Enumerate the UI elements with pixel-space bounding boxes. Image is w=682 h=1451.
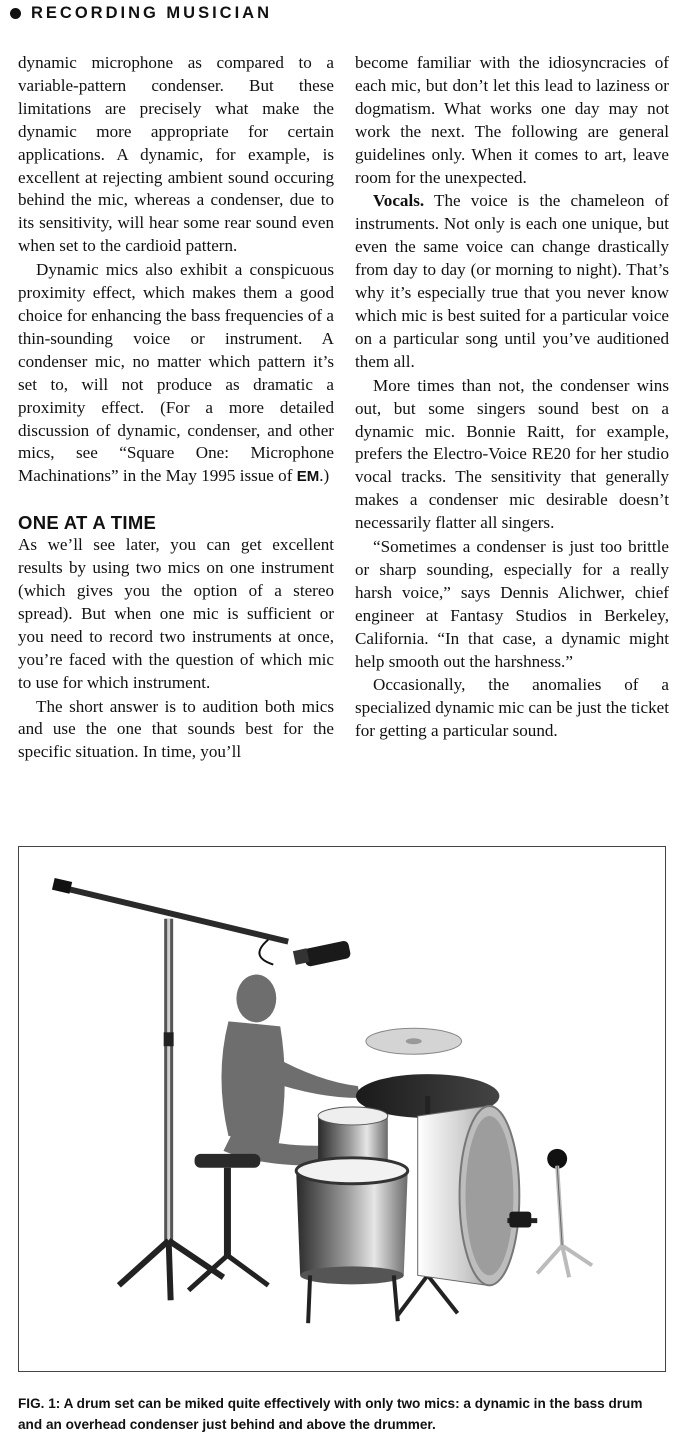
paragraph: More times than not, the condenser wins out, but some singers sound best on a dynamic mic. Bonnie Raitt, for example, prefers the Electro-Voice RE20 for her studio vocal tracks. The sensitivity that generally makes a condenser mic desirable doesn’t necessarily flatter all singers. — [355, 375, 669, 533]
figure-drum-set — [18, 846, 666, 1372]
paragraph: dynamic microphone as compared to a variable-pattern condenser. But these limitations are precisely what make the dynamic more appropriate for certain applications. A dynamic, for example, is excellent at rejecting ambient sound occuring behind the mic, whereas a condenser, due to its sensitivity, will hear some rear sound even when set to the cardioid pattern. — [18, 53, 334, 256]
snare-drum — [318, 1107, 388, 1164]
paragraph: “Sometimes a condenser is just too brittle or sharp sounding, especially for a really harsh voice,” says Dennis Alichwer, chief engineer at Fantasy Studios in Berkeley, California. “In that case, a dynamic might help smooth out the harshness.” — [355, 537, 669, 671]
paragraph: Dynamic mics also exhibit a conspicuous proximity effect, which makes them a good choice for enhancing the bass frequencies of a thin-sounding voice or instrument. A condenser mic, no matter which pattern it’s set to, will not produce as dramatic a proximity effect. (For a more detailed discussion of dynamic, condenser, and other mics, see “Square One: Microphone Machinations” in the May 1995 issue of EM.) — [18, 260, 334, 486]
bass-drum — [418, 1106, 520, 1285]
paragraph: As we’ll see later, you can get excellent results by using two mics on one instrument (which gives you the option of a stereo spread). But when one mic is sufficient or you need to record two instruments at once, you’re faced with the question of which mic to use for which instrument. — [18, 535, 334, 692]
section-heading: ONE AT A TIME — [18, 512, 157, 534]
left-column — [18, 52, 334, 764]
drum-stool — [189, 1154, 269, 1290]
overhead-condenser-mic — [259, 940, 351, 967]
section-title: RECORDING MUSICIAN — [31, 4, 273, 22]
paragraph: The short answer is to audition both mics and use the one that sounds best for the specific situation. In time, you’ll — [18, 696, 334, 762]
paragraph: become familiar with the idiosyncracies of each mic, but don’t let this lead to laziness or dogmatism. What works one day may not work the next. The following are general guidelines only. When it comes to art, leave room for the unexpected. — [355, 53, 669, 187]
run-in-head: Vocals. — [373, 191, 425, 211]
em-magazine-logo: EM — [296, 468, 320, 486]
cymbal-ride — [366, 1028, 462, 1054]
figure-caption: FIG. 1: A drum set can be miked quite effectively with only two mics: a dynamic in the bass drum and an overhead condenser just behind and above the drummer. — [18, 1396, 643, 1432]
floor-tom — [296, 1158, 408, 1323]
bass-drum-dynamic-mic — [507, 1149, 592, 1278]
drum-illustration — [19, 847, 665, 1371]
running-head — [10, 4, 272, 23]
paragraph: Occasionally, the anomalies of a specialized dynamic mic can be just the ticket for getting a particular sound. — [355, 675, 669, 741]
bullet-icon — [10, 8, 21, 19]
right-column — [355, 52, 669, 743]
paragraph: Vocals. The voice is the chameleon of instruments. Not only is each one unique, but even the same voice can change drastically from day to day (or morning to night). That’s why it’s especially true that you never know which mic is best suited for a particular voice on a particular song until you’ve auditioned them all. — [355, 191, 669, 371]
